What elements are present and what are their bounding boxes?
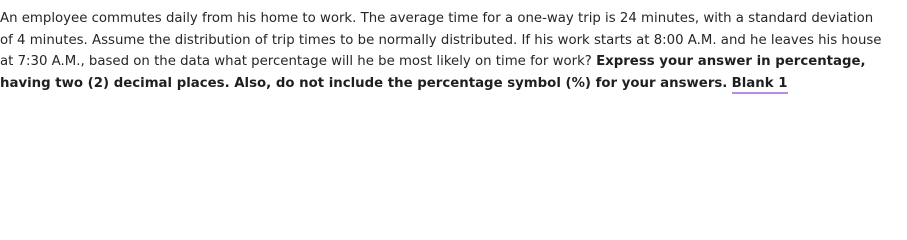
question-line-3 (0, 51, 900, 73)
question-line-3-text: at 7:30 A.M., based on the data what percentage will he be most likely on time for work? (0, 54, 597, 69)
question-line-2: of 4 minutes. Assume the distribution of trip times to be normally distributed. If his work starts at 8:00 A.M. and he leaves his house (0, 32, 882, 48)
question-line-4 (0, 73, 900, 95)
blank-1-field[interactable]: Blank 1 (732, 75, 789, 94)
question-line-1: An employee commutes daily from his home to work. The average time for a one-way trip is 24 minutes, with a standard deviation (0, 11, 874, 26)
question-text (0, 8, 900, 94)
instruction-text-part-2: having two (2) decimal places. Also, do not include the percentage symbol (%) for your answers. (0, 75, 728, 91)
instruction-text-part-1: Express your answer in percentage, (596, 54, 866, 69)
